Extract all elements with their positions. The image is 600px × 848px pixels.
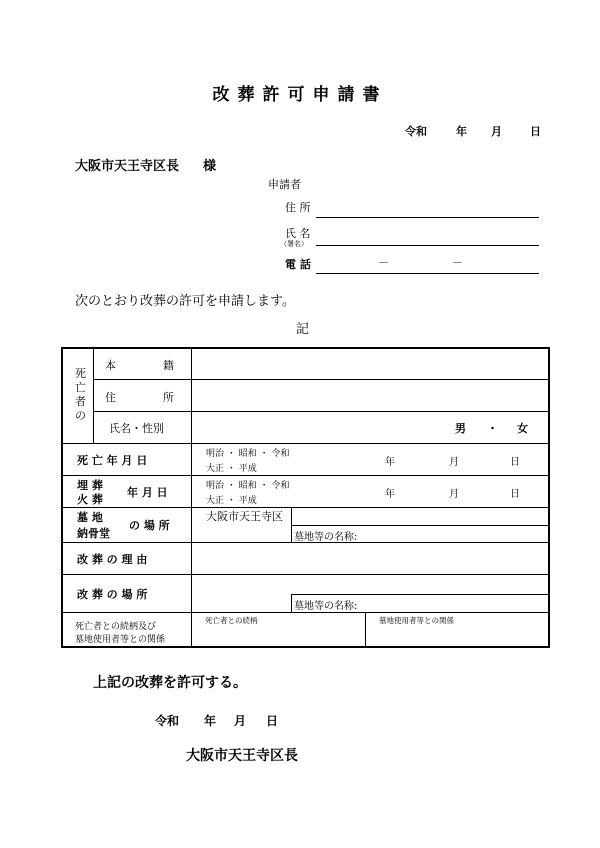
document-title: 改葬許可申請書 bbox=[212, 85, 388, 105]
addressee bbox=[75, 155, 216, 174]
application-table bbox=[61, 347, 550, 648]
applicant-phone-label: 電 話 bbox=[285, 258, 311, 271]
name-field[interactable] bbox=[316, 245, 539, 246]
ki-label: 記 bbox=[296, 322, 310, 337]
grave-label: 墓 地 bbox=[77, 511, 103, 524]
reinter-grave-name-label: 墓地等の名称: bbox=[294, 601, 358, 612]
row-divider bbox=[63, 475, 550, 476]
name-sex-label: 氏名・性別 bbox=[109, 422, 164, 435]
date-year: 年 bbox=[456, 125, 467, 138]
col-divider bbox=[365, 612, 366, 648]
relation-label-1: 死亡者との続柄及び bbox=[75, 622, 157, 632]
phone-dash-2: － bbox=[452, 256, 463, 269]
col-divider bbox=[291, 507, 292, 542]
honseki-char1: 本 bbox=[105, 359, 116, 372]
applicant-heading: 申請者 bbox=[268, 178, 301, 191]
grave-place-suffix: の 場 所 bbox=[129, 519, 170, 532]
death-month: 月 bbox=[449, 457, 459, 468]
cremation-label: 火 葬 bbox=[77, 493, 103, 506]
row-divider bbox=[63, 574, 550, 575]
death-era-line2[interactable]: 大正 ・ 平成 bbox=[206, 464, 257, 474]
sex-male[interactable]: 男 bbox=[455, 422, 466, 435]
addressee-name: 大阪市天王寺区長 bbox=[75, 159, 180, 174]
death-year: 年 bbox=[385, 457, 395, 468]
deceased-label: 死亡者の bbox=[75, 367, 86, 422]
footer-day: 日 bbox=[266, 714, 279, 728]
phone-field[interactable] bbox=[316, 273, 539, 274]
burial-day: 日 bbox=[510, 489, 520, 500]
death-date-label: 死 亡 年 月 日 bbox=[77, 454, 148, 467]
row-divider bbox=[93, 411, 550, 412]
honseki-field[interactable] bbox=[192, 350, 549, 378]
sex-dot: ・ bbox=[487, 422, 498, 435]
footer-month: 月 bbox=[234, 714, 247, 728]
death-day: 日 bbox=[510, 457, 520, 468]
row-divider bbox=[291, 525, 550, 526]
reason-field[interactable] bbox=[192, 544, 549, 573]
signature-note: （署名） bbox=[280, 240, 308, 248]
row-divider bbox=[291, 594, 550, 595]
address-field[interactable] bbox=[316, 217, 539, 218]
burial-era-line2[interactable]: 大正 ・ 平成 bbox=[206, 496, 257, 506]
reason-label: 改 葬 の 理 由 bbox=[77, 553, 148, 566]
reinter-place-label: 改 葬 の 場 所 bbox=[77, 588, 148, 601]
ossuary-label: 納骨堂 bbox=[77, 527, 110, 540]
burial-date-suffix: 年 月 日 bbox=[127, 486, 168, 499]
grave-name-label: 墓地等の名称: bbox=[294, 532, 358, 543]
applicant-address-label: 住 所 bbox=[285, 201, 311, 214]
date-month: 月 bbox=[491, 125, 502, 138]
applicant-name-label: 氏 名 bbox=[285, 227, 311, 240]
footer-year: 年 bbox=[204, 714, 217, 728]
jusho-field[interactable] bbox=[192, 381, 549, 410]
date-era: 令和 bbox=[405, 125, 427, 138]
burial-month: 月 bbox=[449, 489, 459, 500]
addressee-honorific: 様 bbox=[203, 159, 217, 174]
grave-location-value[interactable]: 大阪市天王寺区 bbox=[206, 510, 283, 523]
relation-sub-2: 墓地使用者等との関係 bbox=[379, 616, 454, 625]
relation-sub-1: 死亡者との続柄 bbox=[205, 616, 258, 625]
permit-statement: 上記の改葬を許可する。 bbox=[93, 675, 247, 691]
col-divider bbox=[93, 349, 94, 443]
date-day: 日 bbox=[530, 125, 541, 138]
row-divider bbox=[63, 443, 550, 444]
footer-era: 令和 bbox=[155, 714, 180, 728]
col-divider bbox=[291, 594, 292, 612]
burial-year: 年 bbox=[385, 489, 395, 500]
honseki-char2: 籍 bbox=[163, 359, 174, 372]
sex-female[interactable]: 女 bbox=[517, 422, 528, 435]
burial-label: 埋 葬 bbox=[77, 479, 103, 492]
issuer-name: 大阪市天王寺区長 bbox=[186, 748, 298, 764]
burial-era-line1[interactable]: 明治 ・ 昭和 ・ 令和 bbox=[206, 481, 290, 491]
intro-text: 次のとおり改葬の許可を申請します。 bbox=[75, 294, 295, 309]
jusho-char2: 所 bbox=[163, 391, 174, 404]
relation-label-2: 墓地使用者等との関係 bbox=[75, 635, 166, 645]
jusho-char1: 住 bbox=[105, 391, 116, 404]
row-divider bbox=[63, 612, 550, 613]
phone-dash-1: － bbox=[378, 256, 389, 269]
row-divider bbox=[93, 379, 550, 380]
row-divider bbox=[63, 507, 550, 508]
death-era-line1[interactable]: 明治 ・ 昭和 ・ 令和 bbox=[206, 449, 290, 459]
